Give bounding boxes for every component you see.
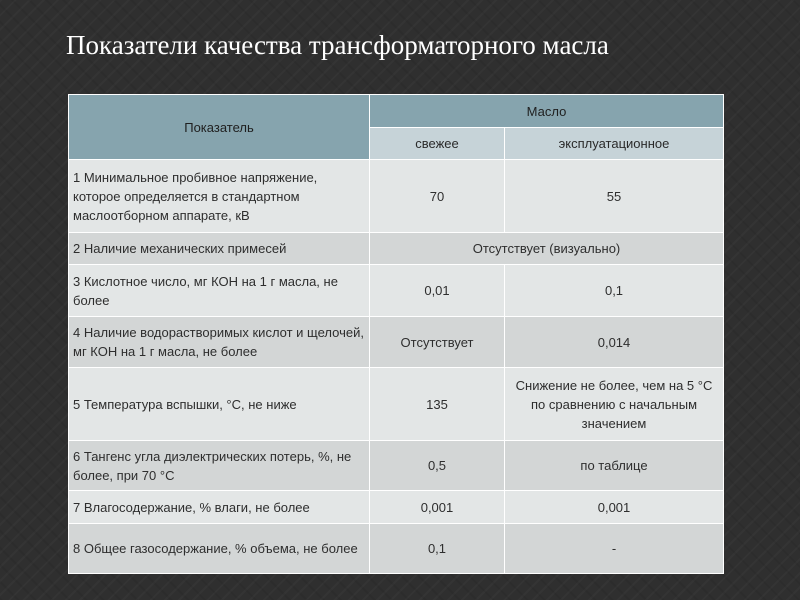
row-1-used: 55 (505, 160, 724, 233)
table-row (69, 265, 724, 317)
table-row (69, 368, 724, 441)
row-8-indicator: 8 Общее газосодержание, % объема, не более (69, 524, 370, 574)
row-5-indicator: 5 Температура вспышки, °С, не ниже (69, 368, 370, 441)
row-4-fresh: Отсутствует (370, 317, 505, 368)
row-8-fresh: 0,1 (370, 524, 505, 574)
row-2-merged: Отсутствует (визуально) (370, 233, 724, 265)
row-3-indicator: 3 Кислотное число, мг КОН на 1 г масла, не более (69, 265, 370, 317)
table-row (69, 317, 724, 368)
quality-table (68, 94, 723, 574)
header-fresh: свежее (370, 128, 505, 160)
header-used: эксплуатационное (505, 128, 724, 160)
row-4-used: 0,014 (505, 317, 724, 368)
row-1-fresh: 70 (370, 160, 505, 233)
table-row (69, 491, 724, 524)
row-7-indicator: 7 Влагосодержание, % влаги, не более (69, 491, 370, 524)
row-1-indicator: 1 Минимальное пробивное напряжение, которое определяется в стандартном маслоотборном аппарате, кВ (69, 160, 370, 233)
header-oil: Масло (370, 95, 724, 128)
row-6-fresh: 0,5 (370, 441, 505, 491)
table-row (69, 441, 724, 491)
row-7-used: 0,001 (505, 491, 724, 524)
row-3-fresh: 0,01 (370, 265, 505, 317)
row-2-indicator: 2 Наличие механических примесей (69, 233, 370, 265)
row-5-used: Снижение не более, чем на 5 °С по сравнению с начальным значением (505, 368, 724, 441)
row-7-fresh: 0,001 (370, 491, 505, 524)
row-6-indicator: 6 Тангенс угла диэлектрических потерь, %, не более, при 70 °С (69, 441, 370, 491)
row-5-fresh: 135 (370, 368, 505, 441)
table-row (69, 233, 724, 265)
table-row (69, 160, 724, 233)
row-4-indicator: 4 Наличие водорастворимых кислот и щелочей, мг КОН на 1 г масла, не более (69, 317, 370, 368)
slide-title: Показатели качества трансформаторного масла (66, 30, 609, 60)
table-row (69, 524, 724, 574)
row-3-used: 0,1 (505, 265, 724, 317)
row-6-used: по таблице (505, 441, 724, 491)
row-8-used: - (505, 524, 724, 574)
header-indicator: Показатель (69, 95, 370, 160)
